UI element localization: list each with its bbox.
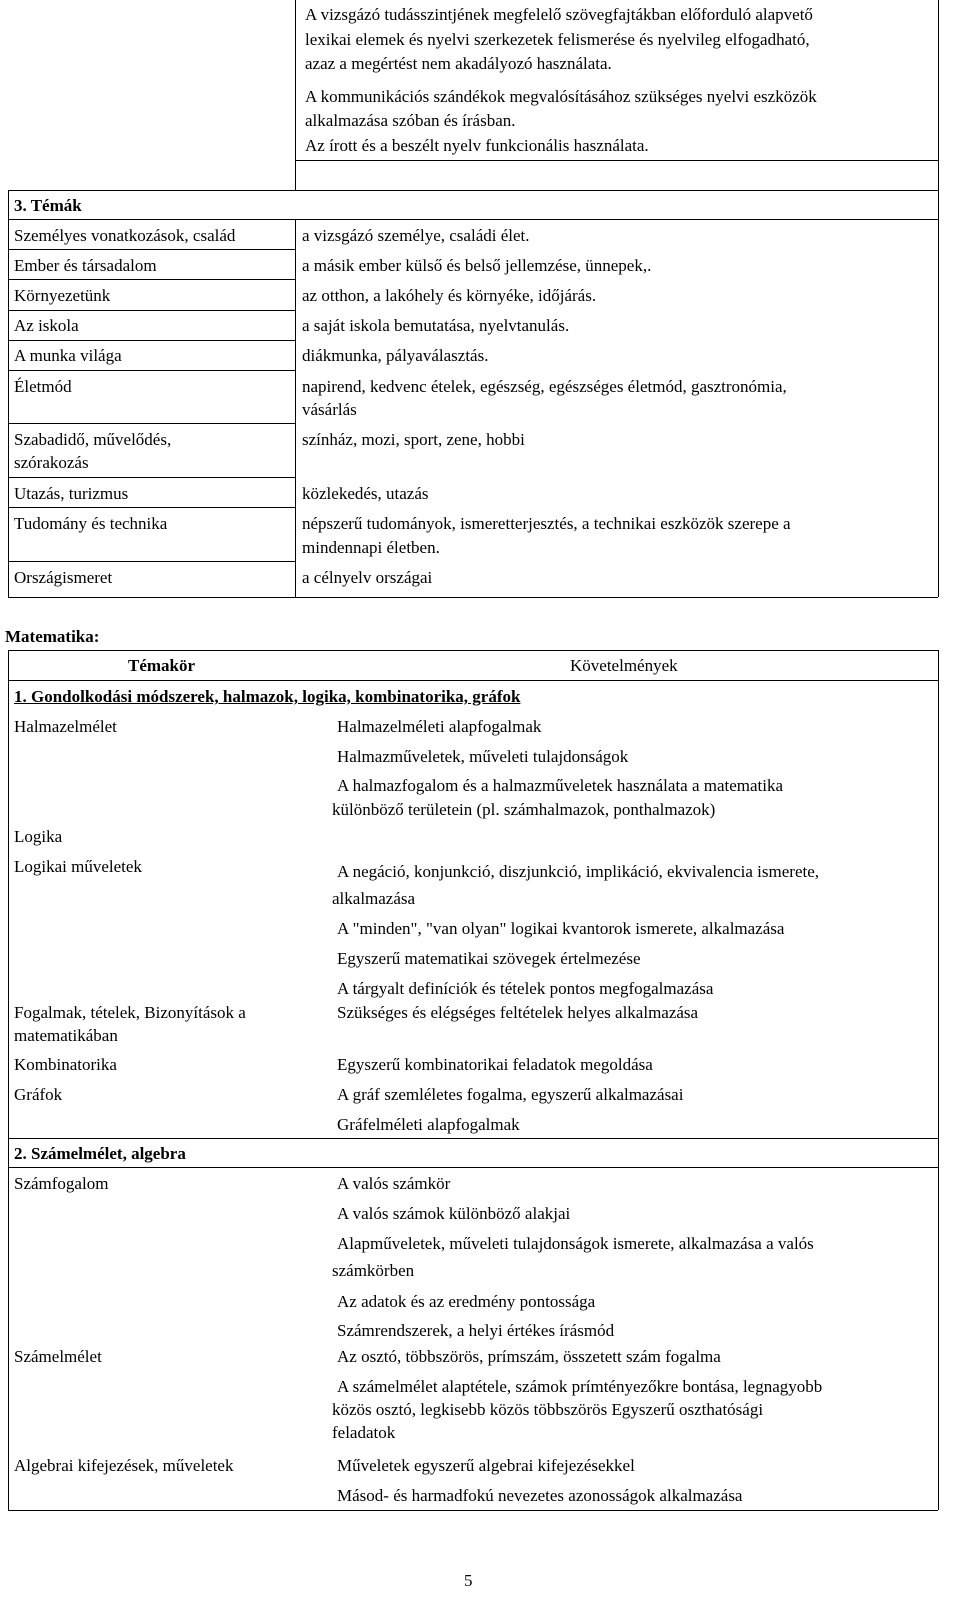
temak-right-10: a célnyelv országai — [302, 568, 433, 587]
temak-left-3: Környezetünk — [14, 286, 111, 305]
temak-left-8: Utazás, turizmus — [14, 484, 129, 503]
math-req-4b: alkalmazása — [332, 889, 416, 908]
math-req-12: A valós számkör — [337, 1174, 451, 1193]
math-title: Matematika: — [5, 627, 100, 646]
math-req-3b: különböző területein (pl. számhalmazok, ponthalmazok) — [332, 800, 716, 819]
temak-heading: 3. Témák — [14, 196, 82, 215]
math-req-15: Az adatok és az eredmény pontossága — [337, 1292, 596, 1311]
math-req-17: Az osztó, többszörös, prímszám, összetett szám fogalma — [337, 1347, 721, 1366]
temak-right-7: színház, mozi, sport, zene, hobbi — [302, 430, 525, 449]
math-req-8: Szükséges és elégséges feltételek helyes alkalmazása — [337, 1003, 699, 1022]
math-req-4: A negáció, konjunkció, diszjunkció, implikáció, ekvivalencia ismerete, — [337, 862, 820, 881]
math-req-3: A halmazfogalom és a halmazműveletek használata a matematika — [337, 776, 784, 795]
math-req-18b: közös osztó, legkisebb közös többszörös Egyszerű oszthatósági — [332, 1400, 764, 1419]
math-col-right-header: Követelmények — [570, 656, 678, 675]
temak-right-6b: vásárlás — [302, 400, 357, 419]
temak-left-4: Az iskola — [14, 316, 79, 335]
top-line-5: alkalmazása szóban és írásban. — [305, 111, 516, 130]
math-req-18c: feladatok — [332, 1423, 396, 1442]
math-left-halmazelmelet: Halmazelmélet — [14, 717, 117, 736]
temak-left-6: Életmód — [14, 377, 72, 396]
top-line-4: A kommunikációs szándékok megvalósításához szükséges nyelvi eszközök — [305, 87, 817, 106]
math-section-2: 2. Számelmélet, algebra — [14, 1144, 186, 1163]
math-req-13: A valós számok különböző alakjai — [337, 1204, 571, 1223]
math-req-1: Halmazelméleti alapfogalmak — [337, 717, 542, 736]
temak-right-8: közlekedés, utazás — [302, 484, 429, 503]
temak-right-4: a saját iskola bemutatása, nyelvtanulás. — [302, 316, 570, 335]
temak-left-7b: szórakozás — [14, 453, 89, 472]
page-number: 5 — [464, 1571, 473, 1590]
top-line-6: Az írott és a beszélt nyelv funkcionális használata. — [305, 136, 649, 155]
math-left-fogalmak-2: matematikában — [14, 1026, 118, 1045]
math-req-2: Halmazműveletek, műveleti tulajdonságok — [337, 747, 629, 766]
math-req-18: A számelmélet alaptétele, számok prímtényezőkre bontása, legnagyobb — [337, 1377, 823, 1396]
math-req-14: Alapműveletek, műveleti tulajdonságok ismerete, alkalmazása a valós — [337, 1234, 814, 1253]
temak-right-1: a vizsgázó személye, családi élet. — [302, 226, 530, 245]
temak-left-10: Országismeret — [14, 568, 113, 587]
math-req-11: Gráfelméleti alapfogalmak — [337, 1115, 520, 1134]
temak-right-2: a másik ember külső és belső jellemzése, ünnepek,. — [302, 256, 652, 275]
math-left-grafok: Gráfok — [14, 1085, 63, 1104]
top-line-2: lexikai elemek és nyelvi szerkezetek felismerése és nyelvileg elfogadható, — [305, 30, 810, 49]
math-left-fogalmak-1: Fogalmak, tételek, Bizonyítások a — [14, 1003, 246, 1022]
math-req-7: A tárgyalt definíciók és tételek pontos megfogalmazása — [337, 979, 714, 998]
math-req-6: Egyszerű matematikai szövegek értelmezése — [337, 949, 641, 968]
math-left-szamelmelet: Számelmélet — [14, 1347, 102, 1366]
math-left-logikai-muveletek: Logikai műveletek — [14, 857, 142, 876]
math-col-left-header: Témakör — [128, 656, 196, 675]
math-req-5: A "minden", "van olyan" logikai kvantorok ismerete, alkalmazása — [337, 919, 785, 938]
math-req-16: Számrendszerek, a helyi értékes írásmód — [337, 1321, 615, 1340]
math-req-20: Másod- és harmadfokú nevezetes azonosságok alkalmazása — [337, 1486, 743, 1505]
math-section-1: 1. Gondolkodási módszerek, halmazok, logika, kombinatorika, gráfok — [14, 687, 521, 706]
temak-right-6a: napirend, kedvenc ételek, egészség, egészséges életmód, gasztronómia, — [302, 377, 787, 396]
top-line-1: A vizsgázó tudásszintjének megfelelő szövegfajtákban előforduló alapvető — [305, 5, 813, 24]
temak-left-5: A munka világa — [14, 346, 122, 365]
temak-right-9a: népszerű tudományok, ismeretterjesztés, a technikai eszközök szerepe a — [302, 514, 791, 533]
math-req-10: A gráf szemléletes fogalma, egyszerű alkalmazásai — [337, 1085, 684, 1104]
math-left-szamfogalom: Számfogalom — [14, 1174, 109, 1193]
temak-right-5: diákmunka, pályaválasztás. — [302, 346, 489, 365]
temak-right-3: az otthon, a lakóhely és környéke, időjárás. — [302, 286, 597, 305]
temak-left-1: Személyes vonatkozások, család — [14, 226, 236, 245]
math-req-14b: számkörben — [332, 1261, 415, 1280]
math-left-algebrai: Algebrai kifejezések, műveletek — [14, 1456, 234, 1475]
temak-right-9b: mindennapi életben. — [302, 538, 440, 557]
math-req-19: Műveletek egyszerű algebrai kifejezésekkel — [337, 1456, 635, 1475]
math-req-9: Egyszerű kombinatorikai feladatok megoldása — [337, 1055, 653, 1074]
temak-left-9: Tudomány és technika — [14, 514, 168, 533]
math-left-kombinatorika: Kombinatorika — [14, 1055, 117, 1074]
temak-left-2: Ember és társadalom — [14, 256, 157, 275]
math-left-logika: Logika — [14, 827, 63, 846]
temak-left-7a: Szabadidő, művelődés, — [14, 430, 172, 449]
top-line-3: azaz a megértést nem akadályozó használata. — [305, 54, 612, 73]
